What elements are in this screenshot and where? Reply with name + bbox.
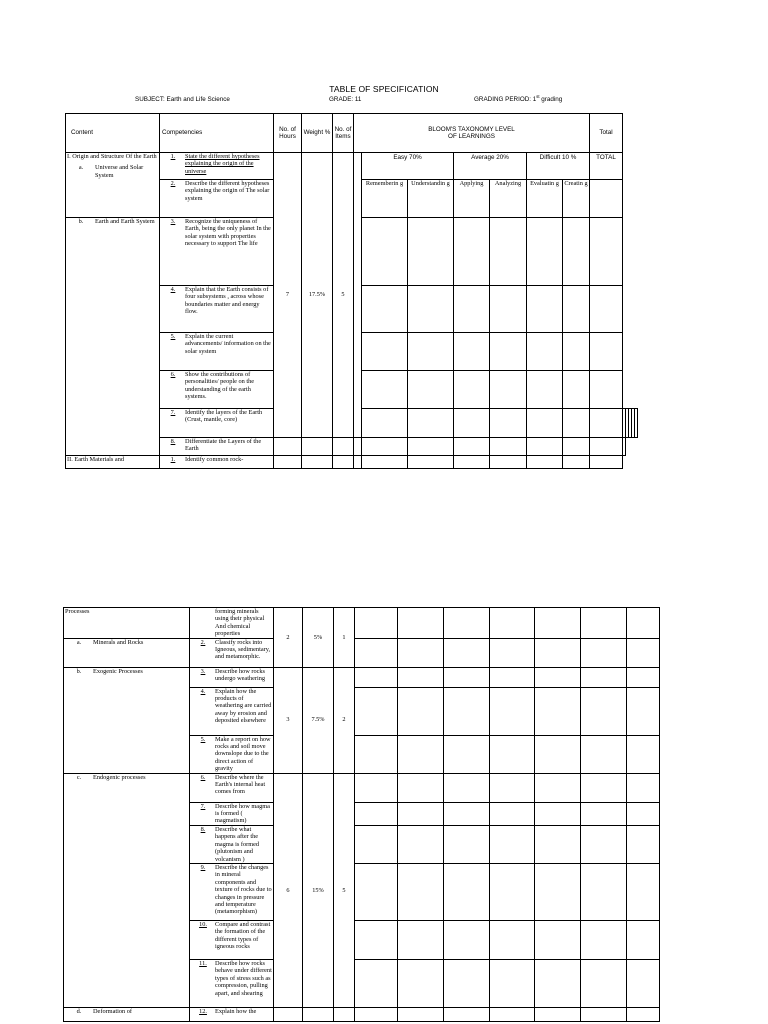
content-subtopic-a: a. Minerals and Rocks xyxy=(64,638,190,667)
content-subtopic-d: d. Deformation of xyxy=(64,1007,190,1021)
competency-cell: 7. Identify the layers of the Earth (Crust, mantle, core) xyxy=(160,409,274,438)
competency-cell: 1. State the different hypotheses explaining the origin of the universe xyxy=(160,153,274,180)
weight-value: 15% xyxy=(303,773,334,1007)
hours-value: 7 xyxy=(274,153,302,438)
hours-value: 6 xyxy=(274,773,303,1007)
header-total: Total xyxy=(590,114,623,153)
specification-table-page-2 xyxy=(63,607,660,1022)
competency-cell: 12. Explain how the xyxy=(190,1007,274,1021)
level-analyzing: Analyzing xyxy=(490,180,527,218)
level-evaluating: Evaluatin g xyxy=(527,180,563,218)
document-title: TABLE OF SPECIFICATION xyxy=(329,84,439,94)
competency-cell: 7. Describe how magma is formed ( magmatism) xyxy=(190,802,274,825)
level-creating: Creatin g xyxy=(563,180,590,218)
competency-cell: 2. Describe the different hypotheses explaining the origin of The solar system xyxy=(160,180,274,218)
competency-cell: 2. Classify rocks into Igneous, sedimentary, and metamorphic. xyxy=(190,638,274,667)
competency-cell: 3. Describe how rocks undergo weathering xyxy=(190,667,274,687)
level-remembering: Rememberin g xyxy=(362,180,408,218)
weight-value: 17.5% xyxy=(302,153,333,438)
subject-label: SUBJECT: Earth and Life Science xyxy=(135,96,230,103)
header-competencies: Competencies xyxy=(160,114,274,153)
grading-period-label: GRADING PERIOD: 1st grading xyxy=(474,93,563,103)
competency-cell: 3. Recognize the uniqueness of Earth, being the only planet In the solar system with properties necessary to support The life xyxy=(160,218,274,286)
header-weight: Weight % xyxy=(302,114,333,153)
header-hours: No. of Hours xyxy=(274,114,302,153)
weight-value: 7.5% xyxy=(303,667,334,773)
competency-cell: forming minerals using their physical And chemical properties xyxy=(190,608,274,639)
competency-cell: 11. Describe how rocks behave under different types of stress such as compression, pulling apart, and shearing xyxy=(190,959,274,1007)
content-topic-continued: Processes xyxy=(64,608,190,639)
header-average: Average 20% xyxy=(454,153,527,180)
competency-cell: 9. Describe the changes in mineral components and texture of rocks due to changes in pressure and temperature (metamorphism) xyxy=(190,863,274,920)
content-subtopic-b: b. Exogenic Processes xyxy=(64,667,190,773)
competency-cell: 5. Explain the current advancements/ information on the solar system xyxy=(160,333,274,371)
header-content: Content xyxy=(66,114,160,153)
content-subtopic-c: c. Endogenic processes xyxy=(64,773,190,1007)
items-value: 1 xyxy=(334,608,355,668)
competency-cell: 6. Show the contributions of personalities/ people on the understanding of the earth systems. xyxy=(160,371,274,409)
competency-cell: 8. Describe what happens after the magma is formed (plutonism and volcanism ) xyxy=(190,825,274,863)
header-total-upper: TOTAL xyxy=(590,153,623,180)
level-understanding: Understandin g xyxy=(408,180,454,218)
competency-cell: 6. Describe where the Earth's internal heat comes from xyxy=(190,773,274,802)
hours-value: 3 xyxy=(274,667,303,773)
items-value: 2 xyxy=(334,667,355,773)
content-topic-2: II. Earth Materials and xyxy=(66,456,160,469)
competency-cell: 5. Make a report on how rocks and soil move downslope due to the direct action of gravity xyxy=(190,735,274,773)
header-easy: Easy 70% xyxy=(362,153,454,180)
header-difficult: Difficult 10 % xyxy=(527,153,590,180)
competency-cell: 4. Explain how the products of weathering are carried away by erosion and deposited elsewhere xyxy=(190,687,274,735)
competency-cell: 4. Explain that the Earth consists of four subsystems , across whose boundaries matter and energy flow. xyxy=(160,286,274,333)
competency-cell: 1. Identify common rock- xyxy=(160,456,274,469)
items-value: 5 xyxy=(334,773,355,1007)
hours-value: 2 xyxy=(274,608,303,668)
weight-value: 5% xyxy=(303,608,334,668)
competency-cell: 8. Differentiate the Layers of the Earth xyxy=(160,438,274,456)
specification-table-page-1 xyxy=(65,113,638,469)
header-items: No. of Items xyxy=(333,114,354,153)
content-subtopic-b: b. Earth and Earth System xyxy=(66,218,160,456)
items-value: 5 xyxy=(333,153,354,438)
content-topic-1: I. Origin and Structure Of the Earth a. Universe and Solar System xyxy=(66,153,160,218)
competency-cell: 10. Compare and contrast the formation of the different types of igneous rocks xyxy=(190,920,274,959)
grade-label: GRADE: 11 xyxy=(329,96,362,103)
level-applying: Applying xyxy=(454,180,490,218)
header-bloom-taxonomy: BLOOM'S TAXONOMY LEVEL OF LEARNINGS xyxy=(354,114,590,153)
blank-column xyxy=(354,153,362,438)
